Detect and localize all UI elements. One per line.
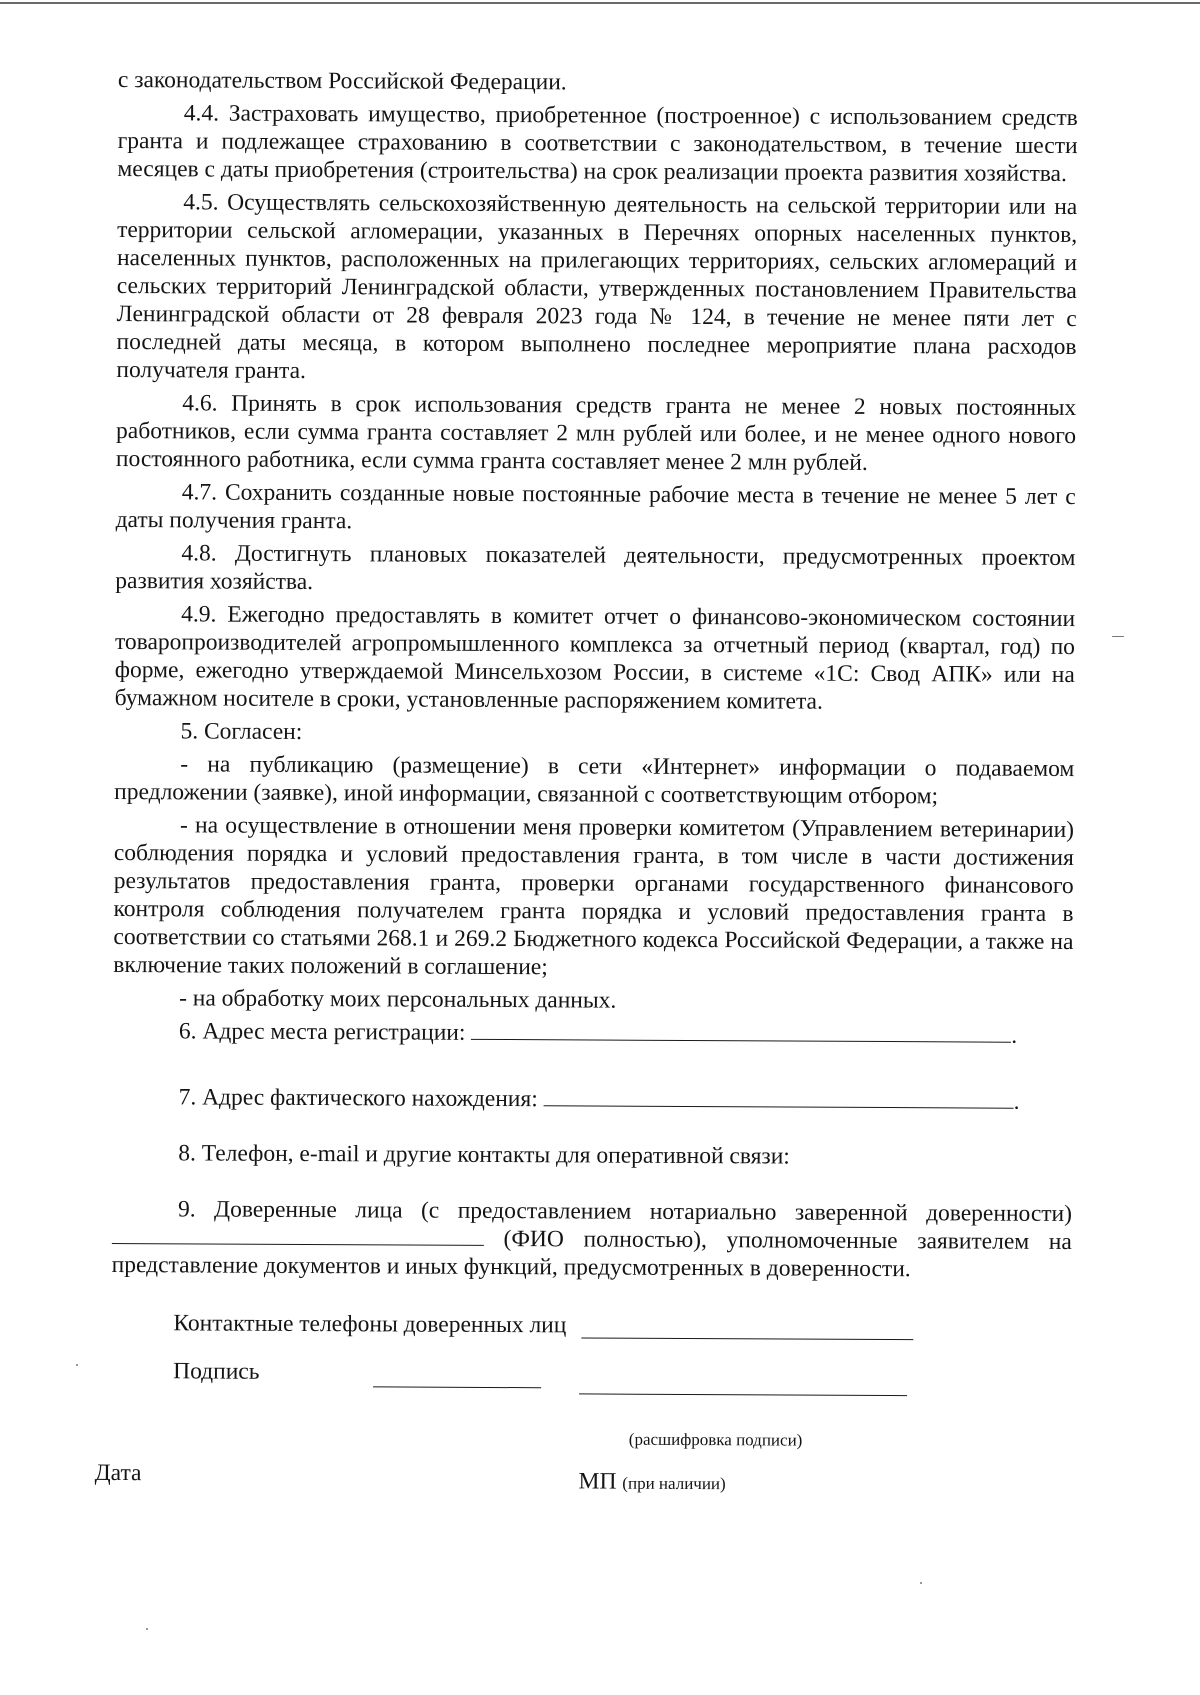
registration-address-period: . [1011,1022,1018,1049]
scan-speck [146,1628,148,1630]
clause-4-9: 4.9. Ежегодно предоставлять в комитет отчет о финансово-экономическом состоянии товаропроизводителей агропромышленного комплекса за отчетный период (квартал, год) по форме, ежегодно утверждаемой Минсельхозом России, в системе «1С: Свод АПК» или на бумажном носителе в сроки, установленные распоряжением комитета. [114,601,1076,715]
date-label: Дата [94,1459,142,1487]
signature-block [94,1305,1071,1530]
clause-5-heading: 5. Согласен: [180,718,303,745]
trusted-contacts-label: Контактные телефоны доверенных лиц [173,1310,567,1339]
intro-line: с законодательством Российской Федерации. [117,66,567,96]
scan-speck [920,1582,922,1584]
trusted-persons-fio: (ФИО полностью), уполномоченные заявителем на представление документов и иных функций, предусмотренных в доверенности. [111,1226,1072,1283]
stamp-note: (при наличии) [622,1473,726,1494]
scan-speck [1112,636,1124,637]
consent-personal-data: - на обработку моих персональных данных. [179,985,617,1014]
scan-speck [76,1364,78,1366]
clause-4-5: 4.5. Осуществлять сельскохозяйственную деятельность на сельской территории или на территории сельской агломерации, указанных в Перечнях опорных населенных пунктов, населенных пунктов, расположенных на прилегающих территориях, сельских агломераций и сельских территорий Ленинградской области, утвержденных постановлением Правительства Ленинградской области от 28 февраля 2023 года № 124, в течение не менее пяти лет с последней даты месяца, в котором выполнено последнее мероприятие плана расходов получателя гранта. [116,189,1078,384]
actual-address-label: 7. Адрес фактического нахождения: [178,1084,538,1113]
document-body [94,66,1078,1530]
clause-4-7: 4.7. Сохранить созданные новые постоянные рабочие места в течение не менее 5 лет с даты получения гранта. [115,479,1076,535]
field-registration-address [113,1017,1073,1050]
signature-label: Подпись [173,1358,260,1385]
trusted-persons-name-line[interactable] [112,1223,484,1246]
stamp-area [579,1467,726,1498]
signature-decoding-caption: (расшифровка подписи) [628,1429,803,1450]
clause-4-4: 4.4. Застраховать имущество, приобретенное (построенное) с использованием средств гранта и подлежащее страхованию в соответствии с законодательством, в течение шести месяцев с даты приобретения (строительства) на срок реализации проекта развития хозяйства. [117,100,1078,187]
stamp-label: МП [578,1468,617,1495]
registration-address-label: 6. Адрес места регистрации: [178,1018,466,1046]
field-actual-address [113,1083,1073,1116]
actual-address-period: . [1013,1088,1020,1115]
signature-line[interactable] [373,1366,541,1388]
registration-address-line[interactable] [471,1019,1011,1043]
field-trusted-persons [112,1195,1072,1284]
consent-inspection: - на осуществление в отношении меня проверки комитетом (Управлением ветеринарии) соблюдения порядка и условий предоставления гранта, в том числе в части достижения результатов предоставления гранта, проверки органами государственного финансового контроля соблюдения получателем гранта порядка и условий предоставления гранта в соответствии со статьями 268.1 и 269.2 Бюджетного кодекса Российской Федерации, а также на включение таких положений в соглашение; [113,812,1075,981]
signature-decoding-line[interactable] [579,1373,907,1396]
field-contacts: 8. Телефон, e-mail и другие контакты для оперативной связи: [178,1140,790,1170]
scan-edge-line [0,2,1200,4]
actual-address-line[interactable] [544,1085,1014,1108]
trusted-persons-intro: 9. Доверенные лица (с предоставлением нотариально заверенной доверенности) [177,1196,1073,1228]
trusted-contacts-line[interactable] [581,1317,913,1340]
consent-publication: - на публикацию (размещение) в сети «Интернет» информации о подаваемом предложении (заявке), иной информации, связанной с соответствующим отбором; [114,751,1075,810]
clause-4-8: 4.8. Достигнуть плановых показателей деятельности, предусмотренных проектом развития хозяйства. [115,540,1076,596]
clause-4-6: 4.6. Принять в срок использования средств гранта не менее 2 новых постоянных работников, если сумма гранта составляет 2 млн рублей или более, и не менее одного нового постоянного работника, если сумма гранта составляет менее 2 млн рублей. [115,390,1077,476]
